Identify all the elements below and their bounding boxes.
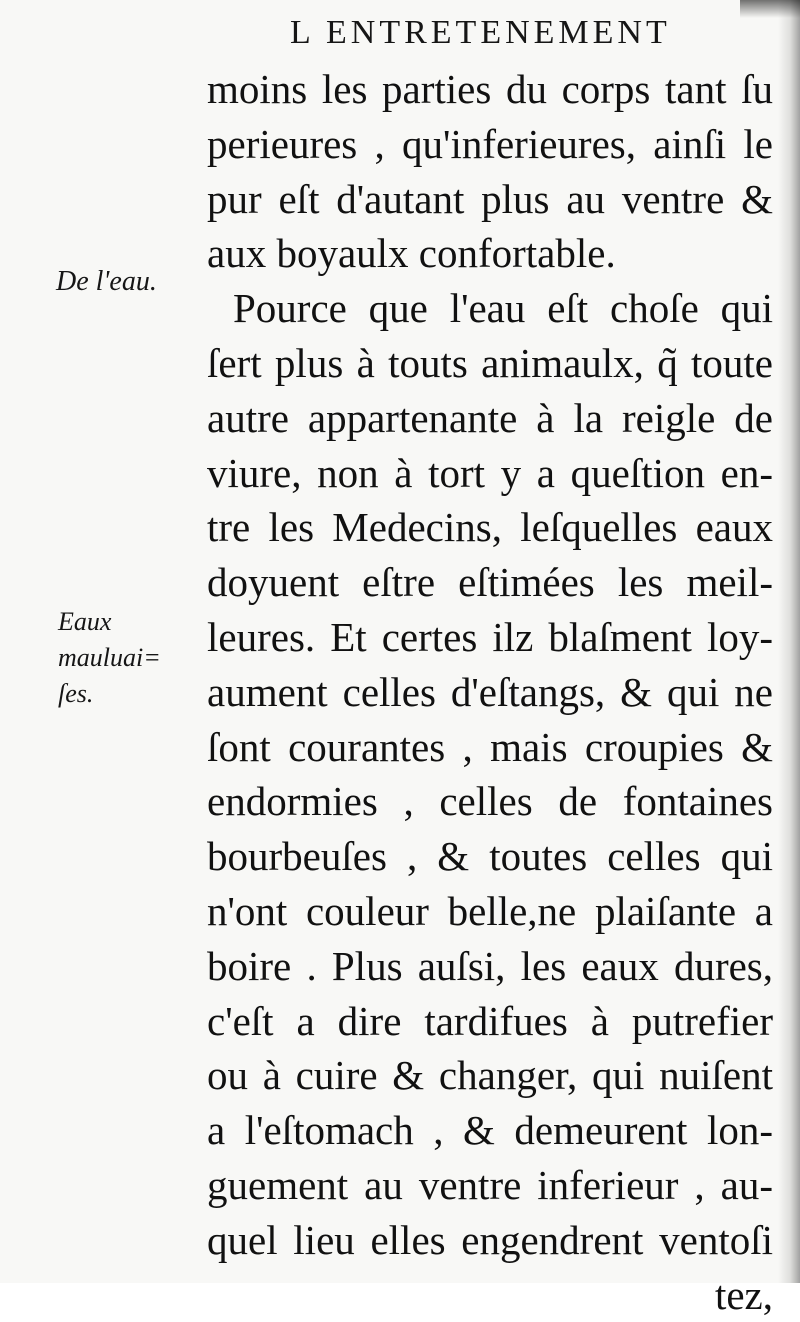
text-line: aux boyaulx confortable.: [207, 230, 616, 277]
text-line: ſert plus à touts animaulx, q̃ toute: [207, 339, 773, 386]
text-line: viure, non à tort y a queſtion en-: [207, 449, 773, 496]
text-line: aument celles d'eſtangs, & qui ne: [207, 668, 773, 715]
margin-note-water: De l'eau.: [56, 266, 157, 297]
text-line: pur eſt d'autant plus au ventre &: [207, 175, 773, 222]
running-head: L ENTRETENEMENT: [290, 14, 671, 51]
margin-note-bad-waters: [58, 604, 161, 712]
text-line: ſont courantes , mais croupies &: [207, 723, 773, 770]
margin-note-line: mauluai=: [58, 643, 161, 672]
margin-note-line: ſes.: [58, 679, 94, 708]
text-line: perieures , qu'inferieures, ainſi le: [207, 120, 773, 167]
text-line: boire . Plus auſsi, les eaux dures,: [207, 942, 773, 989]
text-line: n'ont couleur belle,ne plaiſante a: [207, 887, 773, 934]
page-edge-shadow: [778, 0, 800, 1283]
margin-note-line: Eaux: [58, 607, 112, 636]
text-line: moins les parties du corps tant ſu: [207, 66, 773, 112]
text-line: leures. Et certes ilz blaſment loy-: [207, 613, 773, 660]
text-line: bourbeuſes , & toutes celles qui: [207, 833, 773, 880]
text-line: Pource que l'eau eſt choſe qui: [233, 285, 773, 332]
body-text: [207, 62, 773, 1322]
text-line: tre les Medecins, leſquelles eaux: [207, 504, 773, 551]
text-line: endormies , celles de fontaines: [207, 778, 773, 825]
text-line: autre appartenante à la reigle de: [207, 394, 773, 441]
text-line: ou à cuire & changer, qui nuiſent: [207, 1052, 773, 1099]
text-line: quel lieu elles engendrent ventoſi: [207, 1216, 773, 1263]
text-line: doyuent eſtre eſtimées les meil-: [207, 559, 773, 606]
catchword: tez,: [714, 1271, 773, 1318]
text-line: guement au ventre inferieur , au-: [207, 1161, 773, 1208]
text-line: c'eſt a dire tardifues à putrefier: [207, 997, 773, 1044]
text-line: a l'eſtomach , & demeurent lon-: [207, 1107, 773, 1154]
